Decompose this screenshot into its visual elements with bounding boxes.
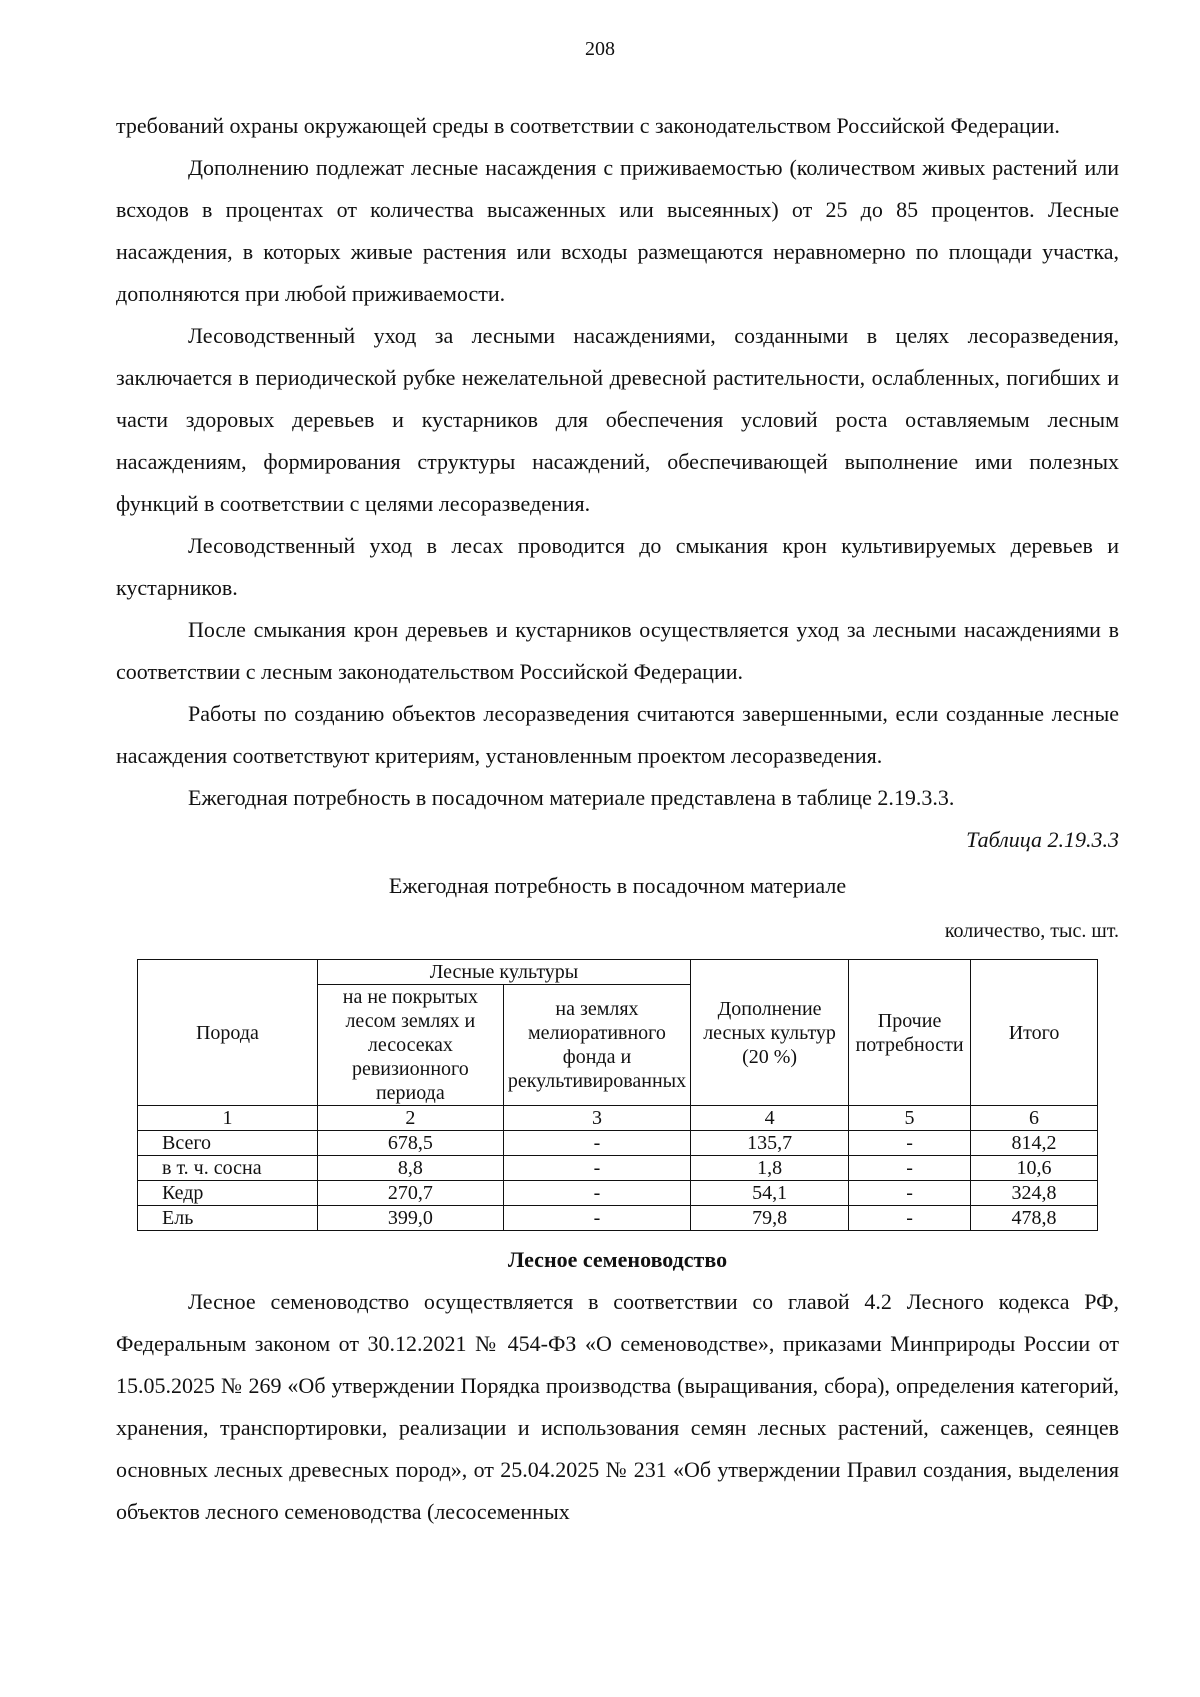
- planting-material-table: [137, 959, 1098, 1231]
- row-name: Кедр: [138, 1181, 318, 1206]
- row-name: Ель: [138, 1206, 318, 1231]
- table-units: количество, тыс. шт.: [944, 920, 1119, 942]
- column-number: 4: [691, 1106, 849, 1131]
- cell: -: [849, 1156, 971, 1181]
- cell: 399,0: [317, 1206, 503, 1231]
- paragraph: Работы по созданию объектов лесоразведения считаются завершенными, если созданные лесные насаждения соответствуют критериям, установленным проектом лесоразведения.: [116, 701, 1119, 768]
- cell: 1,8: [691, 1156, 849, 1181]
- header-breed: Порода: [138, 960, 318, 1106]
- cell: -: [503, 1206, 690, 1231]
- table-row: [138, 1181, 1098, 1206]
- column-number: 2: [317, 1106, 503, 1131]
- cell: 54,1: [691, 1181, 849, 1206]
- cell: -: [849, 1181, 971, 1206]
- cell: -: [849, 1206, 971, 1231]
- paragraph: Лесоводственный уход в лесах проводится до смыкания крон культивируемых деревьев и кустарников.: [116, 533, 1119, 600]
- table-title: Ежегодная потребность в посадочном материале: [388, 873, 847, 898]
- paragraph: Дополнению подлежат лесные насаждения с приживаемостью (количеством живых растений или всходов в процентах от количества высаженных или высеянных) от 25 до 85 процентов. Лесные насаждения, в которых живые растения или всходы размещаются неравномерно по площади участка, дополняются при любой приживаемости.: [116, 155, 1119, 306]
- cell: 324,8: [971, 1181, 1098, 1206]
- header-reclamation: на землях мелиоративного фонда и рекультивированных: [503, 985, 690, 1106]
- column-number: 6: [971, 1106, 1098, 1131]
- cell: -: [503, 1131, 690, 1156]
- paragraph: Лесоводственный уход за лесными насаждениями, созданными в целях лесоразведения, заключается в периодической рубке нежелательной древесной растительности, ослабленных, погибших и части здоровых деревьев и кустарников для обеспечения условий роста оставляемым лесным насаждениям, формирования структуры насаждений, обеспечивающей выполнение ими полезных функций в соответствии с целями лесоразведения.: [116, 323, 1119, 516]
- header-uncovered: на не покрытых лесом землях и лесосеках ревизионного периода: [317, 985, 503, 1106]
- paragraph: требований охраны окружающей среды в соответствии с законодательством Российской Федерации.: [116, 113, 1060, 138]
- cell: -: [849, 1131, 971, 1156]
- cell: 79,8: [691, 1206, 849, 1231]
- header-forest-cultures: Лесные культуры: [317, 960, 690, 985]
- paragraph: После смыкания крон деревьев и кустарников осуществляется уход за лесными насаждениями в соответствии с лесным законодательством Российской Федерации.: [116, 617, 1119, 684]
- header-supplement: Дополнение лесных культур (20 %): [691, 960, 849, 1106]
- cell: -: [503, 1181, 690, 1206]
- row-name: Всего: [138, 1131, 318, 1156]
- cell: 678,5: [317, 1131, 503, 1156]
- cell: 8,8: [317, 1156, 503, 1181]
- cell: 270,7: [317, 1181, 503, 1206]
- paragraph: Лесное семеноводство осуществляется в соответствии со главой 4.2 Лесного кодекса РФ, Федеральным законом от 30.12.2021 № 454-ФЗ «О семеноводстве», приказами Минприроды России от 15.05.2025 № 269 «Об утверждении Порядка производства (выращивания, сбора), определения категорий, хранения, транспортировки, реализации и использования семян лесных растений, саженцев, сеянцев основных лесных древесных пород», от 25.04.2025 № 231 «Об утверждении Правил создания, выделения объектов лесного семеноводства (лесосеменных: [116, 1289, 1119, 1524]
- column-number: 1: [138, 1106, 318, 1131]
- row-name: в т. ч. сосна: [138, 1156, 318, 1181]
- cell: 10,6: [971, 1156, 1098, 1181]
- table-row: [138, 1131, 1098, 1156]
- table-row: [138, 1156, 1098, 1181]
- cell: 135,7: [691, 1131, 849, 1156]
- document-body: [116, 105, 1119, 1533]
- page-number: 208: [585, 38, 615, 60]
- paragraph: Ежегодная потребность в посадочном материале представлена в таблице 2.19.3.3.: [188, 785, 955, 810]
- table-label: Таблица 2.19.3.3: [966, 827, 1119, 852]
- header-other: Прочие потребности: [849, 960, 971, 1106]
- column-number-row: [138, 1106, 1098, 1131]
- cell: 478,8: [971, 1206, 1098, 1231]
- cell: 814,2: [971, 1131, 1098, 1156]
- cell: -: [503, 1156, 690, 1181]
- section-title: Лесное семеноводство: [507, 1247, 728, 1272]
- header-total: Итого: [971, 960, 1098, 1106]
- column-number: 5: [849, 1106, 971, 1131]
- table-row: [138, 1206, 1098, 1231]
- column-number: 3: [503, 1106, 690, 1131]
